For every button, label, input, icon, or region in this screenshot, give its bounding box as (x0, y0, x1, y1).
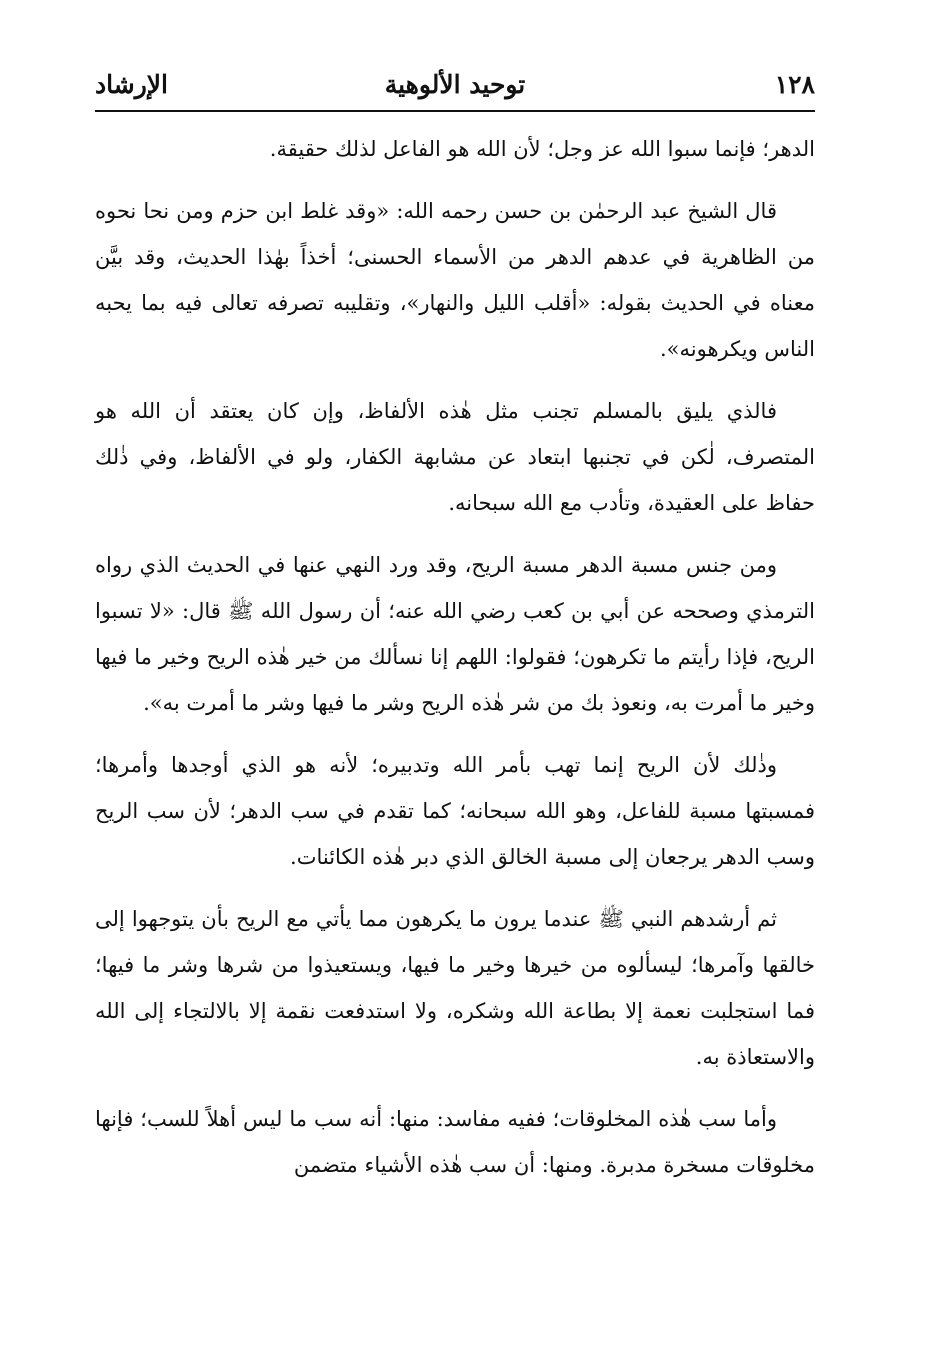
section-title: الإرشاد (95, 70, 168, 99)
paragraph-4: ومن جنس مسبة الدهر مسبة الريح، وقد ورد النهي عنها في الحديث الذي رواه الترمذي وصححه عن أبي بن كعب رضي الله عنه؛ أن رسول الله ﷺ قال: «لا تسبوا الريح، فإذا رأيتم ما تكرهون؛ فقولوا: اللهم إنا نسألك من خير هٰذه الريح وخير ما فيها وخير ما أمرت به، ونعوذ بك من شر هٰذه الريح وشر ما فيها وشر ما أمرت به». (95, 553, 815, 715)
paragraph-3: فالذي يليق بالمسلم تجنب مثل هٰذه الألفاظ، وإن كان يعتقد أن الله هو المتصرف، لٰكن في تجنبها ابتعاد عن مشابهة الكفار، ولو في الألفاظ، وفي ذٰلك حفاظ على العقيدة، وتأدب مع الله سبحانه. (95, 399, 815, 515)
running-header (95, 60, 815, 110)
paragraph-2: قال الشيخ عبد الرحمٰن بن حسن رحمه الله: «وقد غلط ابن حزم ومن نحا نحوه من الظاهرية في عدهم الدهر من الأسماء الحسنى؛ أخذاً بهٰذا الحديث، وقد بيَّن معناه في الحديث بقوله: «أقلب الليل والنهار»، وتقليبه تصرفه تعالى فيه بما يحبه الناس ويكرهونه». (95, 199, 815, 361)
book-title: توحيد الألوهية (384, 70, 526, 99)
paragraph-5: وذٰلك لأن الريح إنما تهب بأمر الله وتدبيره؛ لأنه هو الذي أوجدها وأمرها؛ فمسبتها مسبة للفاعل، وهو الله سبحانه؛ كما تقدم في سب الدهر؛ لأن سب الريح وسب الدهر يرجعان إلى مسبة الخالق الذي دبر هٰذه الكائنات. (95, 753, 815, 869)
book-page (95, 60, 815, 1204)
header-rule (95, 110, 815, 112)
paragraph-7: وأما سب هٰذه المخلوقات؛ ففيه مفاسد: منها: أنه سب ما ليس أهلاً للسب؛ فإنها مخلوقات مسخرة مدبرة. ومنها: أن سب هٰذه الأشياء متضمن (95, 1107, 815, 1177)
paragraph-1: الدهر؛ فإنما سبوا الله عز وجل؛ لأن الله هو الفاعل لذلك حقيقة. (269, 137, 815, 161)
body-text (95, 126, 815, 1188)
page-number: ١٢٨ (774, 70, 815, 99)
paragraph-6: ثم أرشدهم النبي ﷺ عندما يرون ما يكرهون مما يأتي مع الريح بأن يتوجهوا إلى خالقها وآمرها؛ ليسألوه من خيرها وخير ما فيها، ويستعيذوا من شرها وشر ما فيها؛ فما استجلبت نعمة إلا بطاعة الله وشكره، ولا استدفعت نقمة إلا بالالتجاء إلى الله والاستعاذة به. (95, 907, 815, 1069)
